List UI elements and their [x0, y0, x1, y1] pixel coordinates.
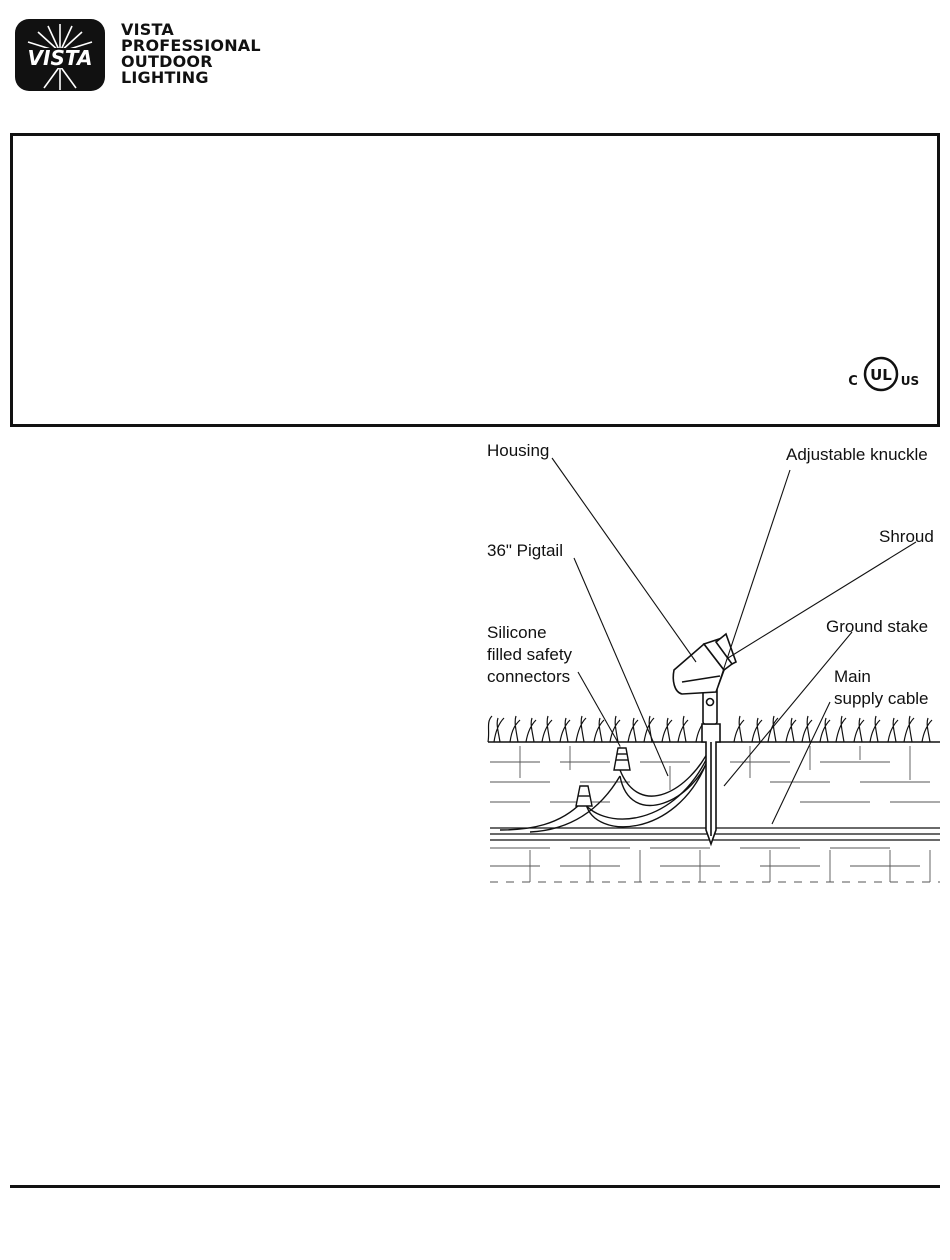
- brand-line-4: LIGHTING: [121, 68, 209, 87]
- safety-connectors: [576, 748, 630, 806]
- installation-diagram: [470, 430, 950, 900]
- label-housing: Housing: [487, 441, 550, 460]
- leader-lines: [552, 458, 916, 824]
- ul-left-text: C: [848, 374, 858, 389]
- brand-line-1: VISTA: [121, 20, 174, 39]
- footer-rule: [10, 1185, 940, 1188]
- pigtail-wires: [500, 748, 710, 832]
- brand-name: [121, 22, 261, 86]
- logo-wordmark: VISTA: [27, 46, 93, 70]
- label-pigtail: 36" Pigtail: [487, 541, 563, 560]
- ground-stake: [702, 724, 720, 844]
- ul-center-text: UL: [870, 366, 892, 384]
- label-shroud: Shroud: [879, 527, 934, 546]
- vista-logo: [14, 18, 106, 92]
- brand-line-3: OUTDOOR: [121, 52, 213, 71]
- label-adjustable-knuckle: Adjustable knuckle: [786, 445, 928, 464]
- label-main-supply-cable: Main supply cable: [834, 667, 929, 708]
- notice-box: [10, 133, 940, 427]
- brand-line-2: PROFESSIONAL: [121, 36, 261, 55]
- label-safety-connectors: Silicone filled safety connectors: [487, 623, 573, 686]
- ul-right-text: US: [900, 374, 920, 388]
- cul-us-listing-mark: [837, 354, 925, 394]
- label-ground-stake: Ground stake: [826, 617, 929, 636]
